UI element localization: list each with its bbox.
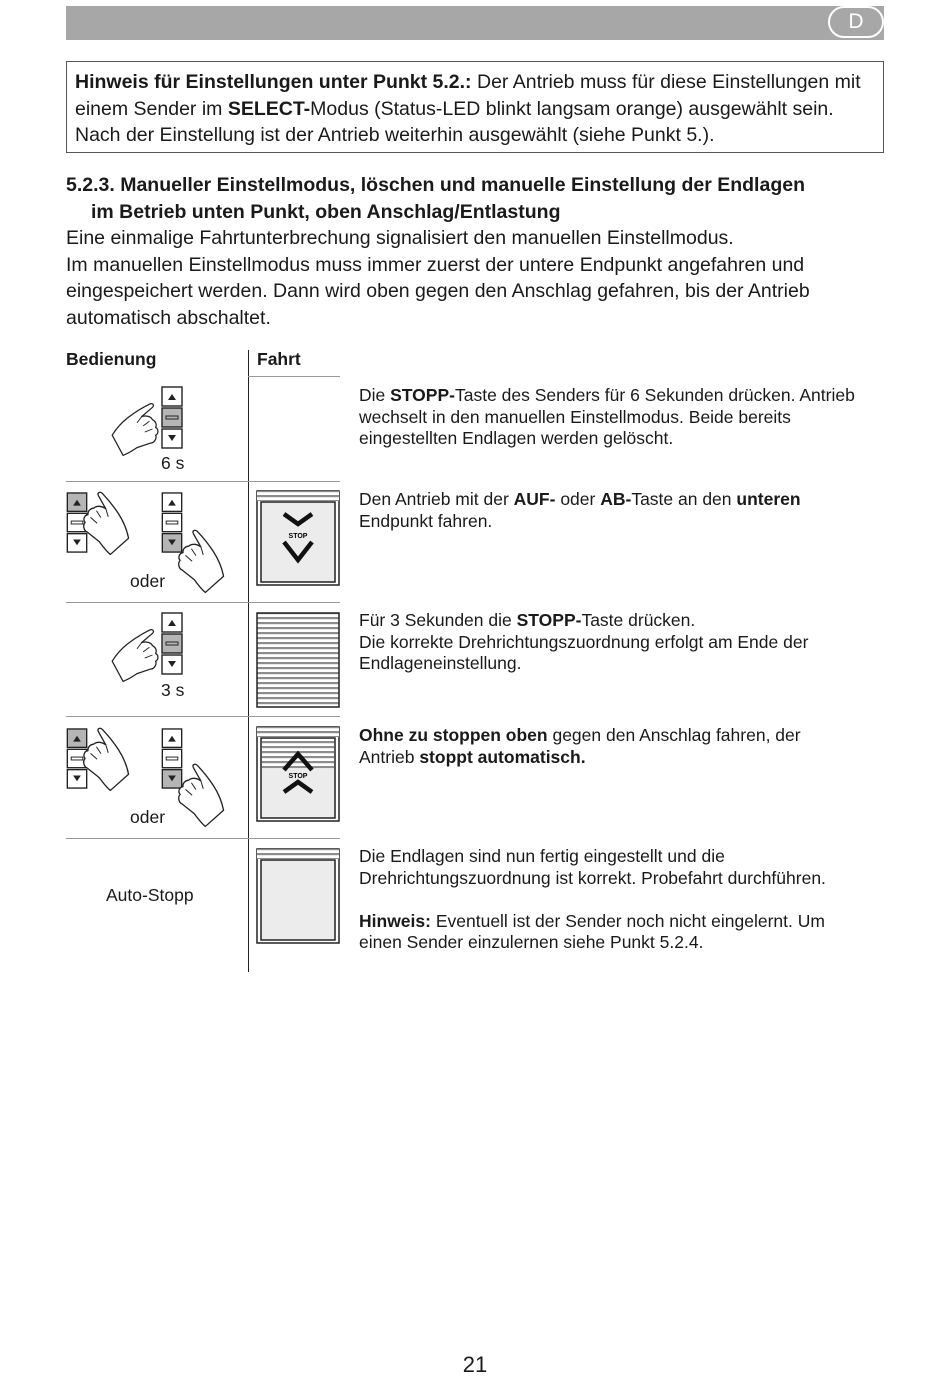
- step-description: [359, 610, 859, 675]
- section-heading-line2: im Betrieb unten Punkt, oben Anschlag/Entlastung: [91, 200, 561, 223]
- desc-text: Taste drücken.: [581, 610, 696, 630]
- step-description: [359, 489, 859, 532]
- step-description: [359, 846, 829, 954]
- hand-pointer-icon: [68, 726, 144, 792]
- desc-bold: stoppt automatisch.: [419, 746, 586, 767]
- note-title: Hinweis für Einstellungen unter Punkt 5.2.:: [75, 71, 472, 93]
- desc-text: Die korrekte Drehrichtungszuordnung erfolgt am Ende der Endlageneinstellung.: [359, 631, 809, 673]
- step-description: [359, 385, 859, 450]
- row-divider: [66, 838, 340, 839]
- intro-para-2: Im manuellen Einstellmodus muss immer zuerst der untere Endpunkt angefahren und eingespeichert werden. Dann wird oben gegen den Anschlag gefahren, bis der Antrieb automatisch abschaltet.: [66, 253, 810, 329]
- column-header-fahrt: Fahrt: [257, 349, 301, 369]
- desc-text: Endpunkt fahren.: [359, 510, 493, 531]
- hand-pointer-icon: [68, 490, 144, 556]
- row-divider: [66, 716, 340, 717]
- note-text-2: Modus (Status-LED blinkt langsam orange) ausgewählt sein. Nach der Einstellung ist der Antrieb weiterhin ausgewählt (siehe Punkt 5.).: [75, 97, 834, 146]
- intro-text: [66, 225, 884, 331]
- row-divider: [66, 602, 340, 603]
- intro-para-1: Eine einmalige Fahrtunterbrechung signalisiert den manuellen Einstellmodus.: [66, 227, 734, 249]
- step-description: [359, 725, 859, 768]
- header-bar: [66, 6, 884, 40]
- hand-pointer-icon: [106, 398, 168, 460]
- or-label: oder: [130, 571, 166, 591]
- duration-label: 3 s: [161, 680, 185, 700]
- hand-pointer-icon: [164, 528, 238, 594]
- or-label: oder: [130, 807, 166, 827]
- desc-text: Taste des Senders für 6 Sekunden drücken. Antrieb wechselt in den manuellen Einstellmodus. Beide bereits eingestellten Endlagen werden gelöscht.: [359, 385, 855, 448]
- hint-label: Hinweis:: [359, 910, 431, 931]
- roller-shutter-down-icon: [256, 490, 340, 586]
- desc-bold: unteren: [736, 489, 801, 509]
- duration-label: 6 s: [161, 453, 185, 473]
- roller-shutter-open-icon: [256, 848, 340, 944]
- desc-bold: STOPP-: [516, 610, 582, 630]
- desc-bold: STOPP-: [390, 385, 455, 405]
- stop-text: STOP: [288, 773, 308, 780]
- row-divider: [248, 376, 340, 377]
- stop-text: STOP: [288, 533, 308, 540]
- desc-bold: AB-: [600, 489, 632, 509]
- note-text-1: Der Antrieb muss für diese Einstellungen mit einem Sender im: [75, 71, 861, 120]
- note-select-mode: SELECT-: [227, 97, 311, 120]
- page-number: 21: [462, 1352, 488, 1377]
- section-heading: [66, 172, 884, 225]
- section-heading-line1: 5.2.3. Manueller Einstellmodus, löschen und manuelle Einstellung der Endlagen: [66, 174, 805, 196]
- desc-text: Taste an den: [631, 489, 737, 509]
- note-box: [66, 61, 884, 153]
- table-column-divider: [248, 350, 249, 972]
- hand-pointer-icon: [106, 624, 168, 686]
- desc-text: Die Endlagen sind nun fertig eingestellt und die Drehrichtungszuordnung ist korrekt. Probefahrt durchführen.: [359, 846, 826, 888]
- roller-shutter-up-icon: [256, 726, 340, 822]
- desc-text: oder: [555, 489, 601, 509]
- desc-text: Den Antrieb mit der: [359, 489, 514, 509]
- desc-bold: AUF-: [513, 489, 556, 509]
- desc-bold: Ohne zu stoppen oben: [359, 725, 548, 745]
- roller-shutter-closed-icon: [256, 612, 340, 708]
- language-badge: D: [828, 6, 884, 38]
- auto-stop-label: Auto-Stopp: [106, 885, 194, 905]
- desc-text: gegen den Anschlag fahren, der Antrieb: [359, 725, 801, 767]
- desc-text: Die: [359, 385, 391, 405]
- hand-pointer-icon: [164, 762, 238, 828]
- row-divider: [66, 481, 340, 482]
- desc-text: Für 3 Sekunden die: [359, 610, 517, 630]
- column-header-bedienung: Bedienung: [66, 349, 157, 369]
- hint-text: Eventuell ist der Sender noch nicht eingelernt. Um einen Sender einzulernen siehe Punkt 5.2.4.: [359, 910, 825, 952]
